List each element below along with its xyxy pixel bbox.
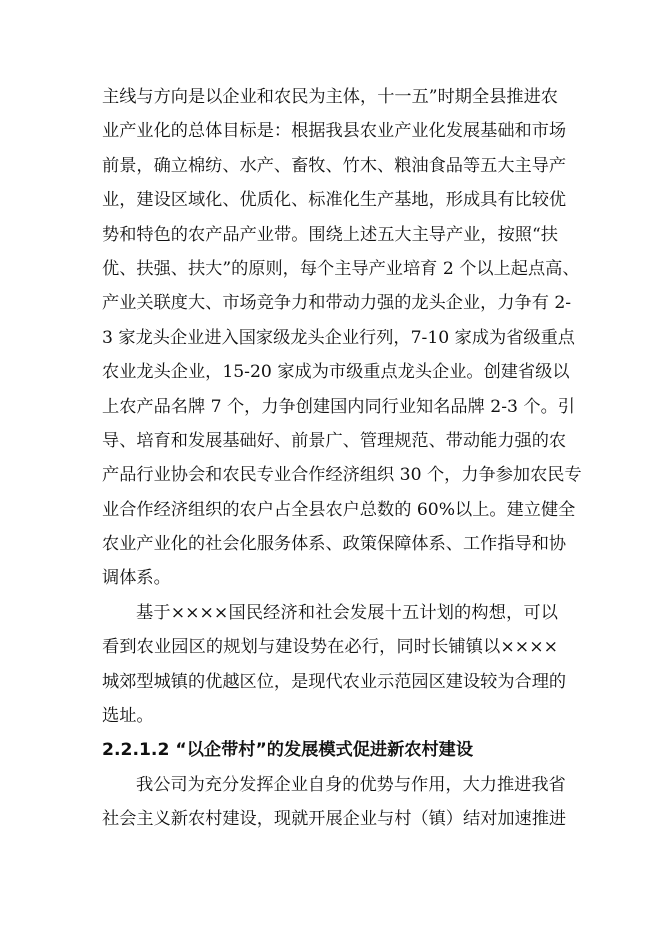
text-line: 调体系。	[102, 568, 171, 589]
text-line: 产业关联度大、市场竞争力和带动力强的龙头企业，力争有 2-	[102, 293, 572, 314]
text-line: 社会主义新农村建设，现就开展企业与村（镇）结对加速推进	[102, 809, 567, 830]
text-line: 主线与方向是以企业和农民为主体，十一五”时期全县推进农	[102, 87, 558, 107]
text-line: 农业龙头企业，15-20 家成为市级重点龙头企业。创建省级以	[102, 362, 570, 383]
text-line: 势和特色的农产品产业带。围绕上述五大主导产业，按照“扶	[102, 224, 558, 245]
text-line: 优、扶强、扶大”的原则，每个主导产业培育 2 个以上起点高、	[102, 258, 580, 279]
paragraph-agri-industrialization-goals	[102, 80, 582, 596]
text-line: 选址。	[102, 706, 154, 727]
text-line: 看到农业园区的规划与建设势在必行，同时长铺镇以××××	[102, 637, 558, 658]
text-line: 基于××××国民经济和社会发展十五计划的构想，可以	[136, 602, 558, 623]
text-line: 3 家龙头企业进入国家级龙头企业行列，7-10 家成为省级重点	[102, 327, 575, 348]
paragraph-park-site-selection	[102, 596, 567, 734]
text-line: 上农产品名牌 7 个，力争创建国内同行业知名品牌 2-3 个。引	[102, 396, 575, 417]
text-line: 业产业化的总体目标是：根据我县农业产业化发展基础和市场	[102, 121, 567, 142]
text-line: 前景，确立棉纺、水产、畜牧、竹木、粮油食品等五大主导产	[102, 155, 567, 176]
document-page	[102, 80, 582, 837]
text-line: 农业产业化的社会化服务体系、政策保障体系、工作指导和协	[102, 534, 567, 555]
text-line: 业，建设区域化、优质化、标准化生产基地，形成具有比较优	[102, 190, 567, 211]
text-line: 导、培育和发展基础好、前景广、管理规范、带动能力强的农	[102, 430, 567, 451]
text-line: 业合作经济组织的农户占全县农户总数的 60%以上。建立健全	[102, 499, 576, 520]
text-line: 我公司为充分发挥企业自身的优势与作用，大力推进我省	[136, 774, 566, 795]
text-line: 产品行业协会和农民专业合作经济组织 30 个，力争参加农民专	[102, 465, 582, 486]
text-line: 城郊型城镇的优越区位，是现代农业示范园区建设较为合理的	[102, 671, 567, 692]
section-heading: 2.2.1.2 “以企带村”的发展模式促进新农村建设	[102, 740, 474, 761]
paragraph-enterprise-village-pairing	[102, 768, 567, 837]
